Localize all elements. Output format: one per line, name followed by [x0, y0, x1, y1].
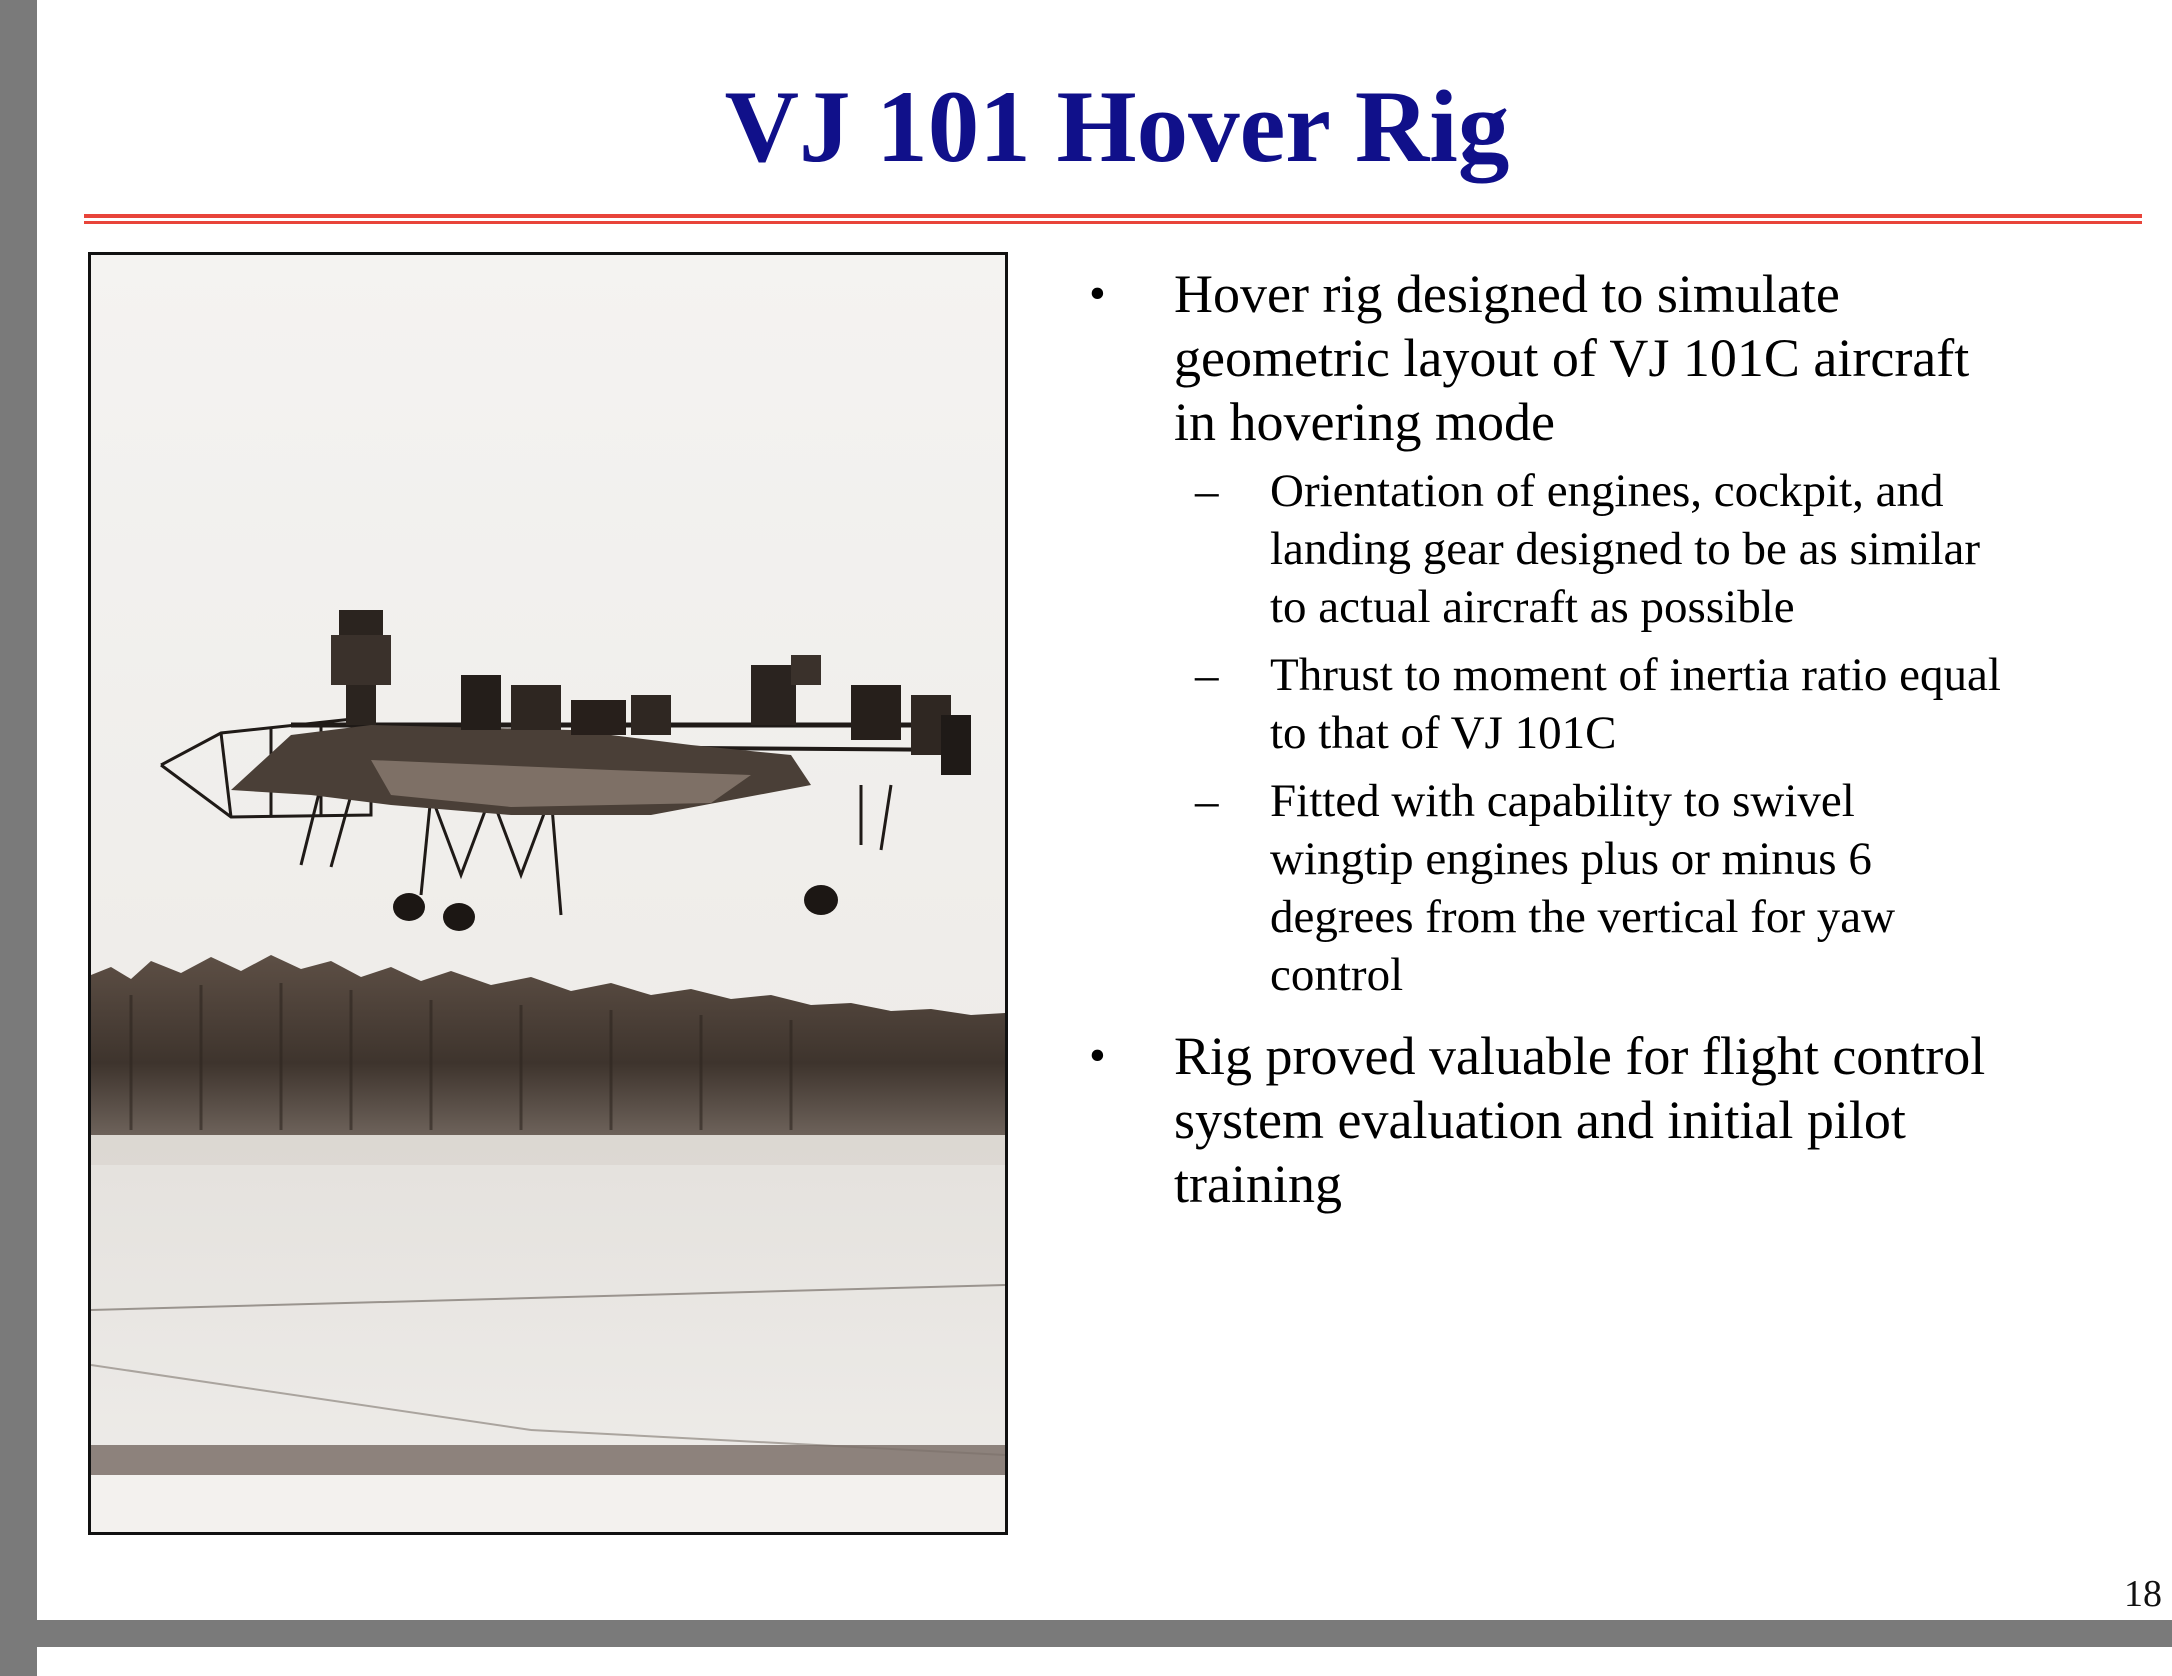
subbullet-line: to actual aircraft as possible	[1270, 581, 1795, 633]
subbullet-line: control	[1270, 949, 1404, 1001]
subbullet-item	[1077, 646, 2157, 762]
subbullet-dash: –	[1195, 465, 1219, 517]
subbullet-line: Orientation of engines, cockpit, and	[1270, 465, 1944, 517]
vj101-hover-rig-photo-icon	[91, 255, 1005, 1532]
bullet-line: Rig proved valuable for flight control	[1174, 1026, 1986, 1086]
next-slide-page[interactable]	[37, 1647, 2172, 1676]
bullet-list	[1077, 262, 2157, 1216]
subbullet-line: degrees from the vertical for yaw	[1270, 891, 1896, 943]
slide-title: VJ 101 Hover Rig	[724, 70, 1510, 184]
bullet-line: in hovering mode	[1174, 392, 1555, 452]
page-number: 18	[2124, 1573, 2162, 1615]
bullet-line: system evaluation and initial pilot	[1174, 1090, 1906, 1150]
hover-rig-photo	[88, 252, 1008, 1535]
subbullet-line: landing gear designed to be as similar	[1270, 523, 1981, 575]
subbullet-item	[1077, 772, 2157, 1004]
bullet-line: geometric layout of VJ 101C aircraft	[1174, 328, 1970, 388]
bullet-dot: •	[1089, 1029, 1106, 1082]
subbullet-line: Fitted with capability to swivel	[1270, 775, 1855, 827]
subbullet-line: to that of VJ 101C	[1270, 707, 1617, 759]
bullet-line: Hover rig designed to simulate	[1174, 264, 1840, 324]
bullet-item	[1077, 1024, 2157, 1216]
bullet-item	[1077, 262, 2157, 454]
subbullet-dash: –	[1195, 649, 1219, 701]
subbullet-item	[1077, 462, 2157, 636]
bullet-dot: •	[1089, 267, 1106, 320]
slide-page	[37, 0, 2172, 1620]
subbullet-dash: –	[1195, 775, 1219, 827]
bullet-line: training	[1174, 1154, 1342, 1214]
subbullet-line: Thrust to moment of inertia ratio equal	[1270, 649, 2001, 701]
subbullet-line: wingtip engines plus or minus 6	[1270, 833, 1872, 885]
title-rule-top	[84, 214, 2142, 218]
title-rule-bottom	[84, 221, 2142, 224]
